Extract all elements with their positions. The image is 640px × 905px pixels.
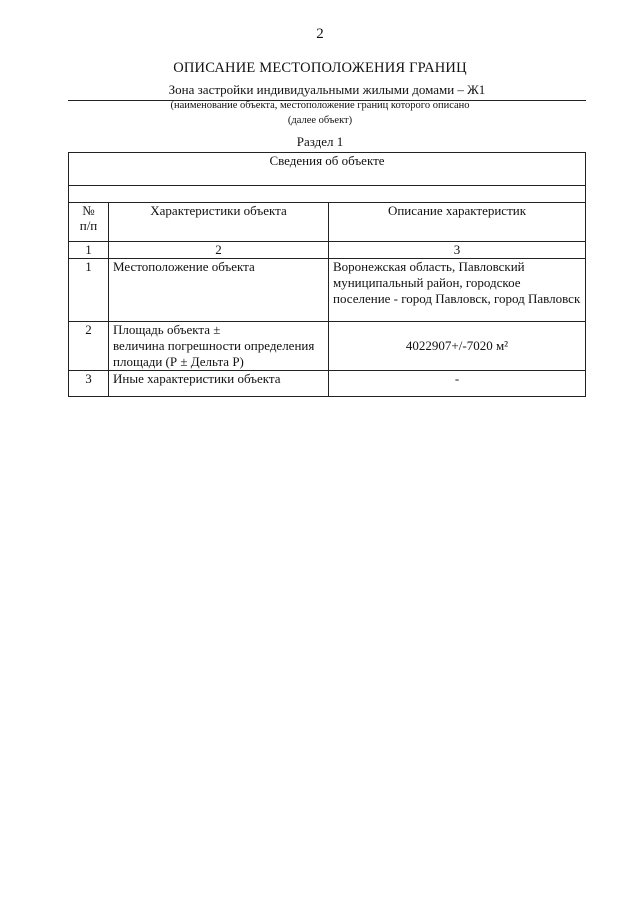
table-empty-cell <box>69 186 586 203</box>
row-number: 1 <box>69 259 109 322</box>
column-header-characteristic: Характеристики объекта <box>109 203 329 242</box>
table-heading: Сведения об объекте <box>69 153 586 186</box>
table-row <box>69 322 586 371</box>
table-row <box>69 259 586 322</box>
row-description: 4022907+/-7020 м² <box>329 322 586 371</box>
row-number: 2 <box>69 322 109 371</box>
table-row <box>69 371 586 397</box>
table-header-row <box>69 203 586 242</box>
page-number: 2 <box>316 26 324 42</box>
table-empty-row <box>69 186 586 203</box>
column-header-description: Описание характеристик <box>329 203 586 242</box>
row-number: 3 <box>69 371 109 397</box>
column-numbers-row <box>69 242 586 259</box>
row-characteristic: Площадь объекта ± величина погрешности определения площади (Р ± Дельта Р) <box>109 322 329 371</box>
object-name: Зона застройки индивидуальными жилыми домами – Ж1 <box>68 82 586 101</box>
object-name-caption-continued: (далее объект) <box>287 115 353 126</box>
table-heading-row <box>69 153 586 186</box>
object-info-table <box>68 152 586 397</box>
column-number-1: 1 <box>69 242 109 259</box>
column-header-number: № п/п <box>69 203 109 242</box>
object-name-caption: (наименование объекта, местоположение границ которого описано <box>170 100 470 111</box>
document-title: ОПИСАНИЕ МЕСТОПОЛОЖЕНИЯ ГРАНИЦ <box>173 60 467 76</box>
section-title: Раздел 1 <box>296 134 344 149</box>
row-description: Воронежская область, Павловский муниципальный район, городское поселение - город Павловск, город Павловск <box>329 259 586 322</box>
column-number-2: 2 <box>109 242 329 259</box>
row-description: - <box>329 371 586 397</box>
column-number-3: 3 <box>329 242 586 259</box>
row-characteristic: Местоположение объекта <box>109 259 329 322</box>
row-characteristic: Иные характеристики объекта <box>109 371 329 397</box>
